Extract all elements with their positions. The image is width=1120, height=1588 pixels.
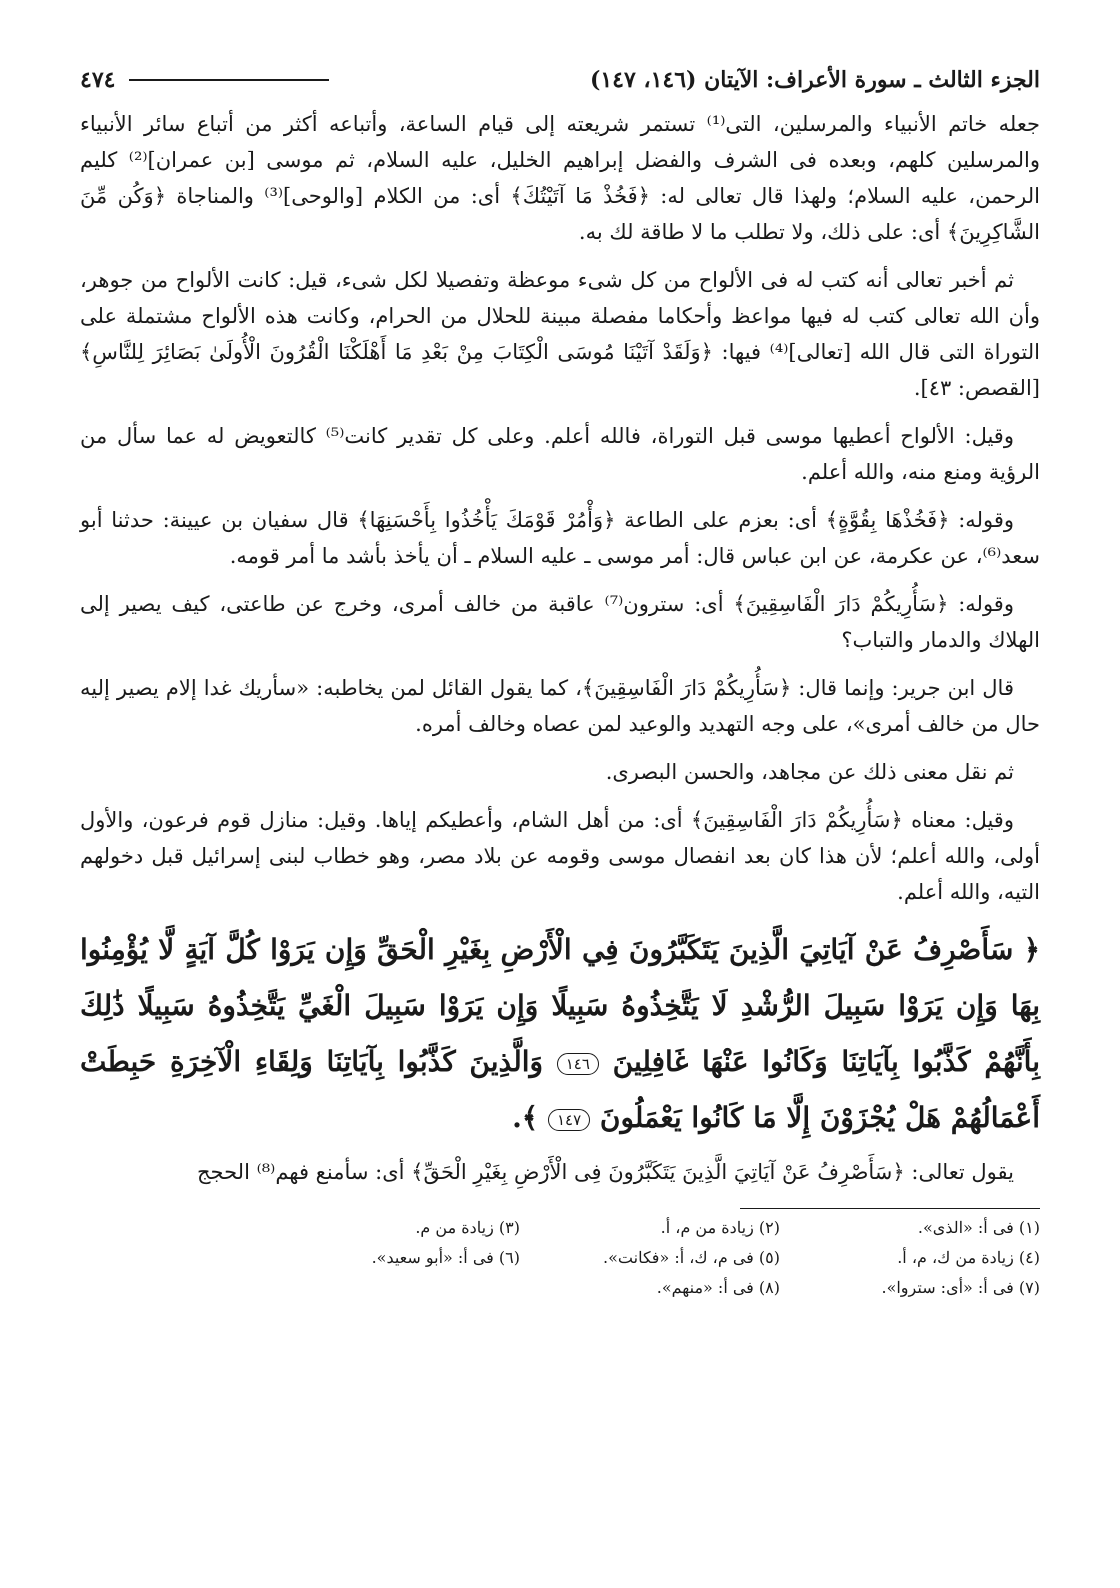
footnote: (٧) فى أ: «أى: ستروا». (881, 1278, 1040, 1297)
page-number: ٤٧٤ (80, 67, 116, 93)
footnote: (٨) فى أ: «منهم». (656, 1278, 780, 1297)
ayah-number-146: ١٤٦ (557, 1053, 599, 1075)
paragraph: جعله خاتم الأنبياء والمرسلين، التى⁽¹⁾ تستمر شريعته إلى قيام الساعة، وأتباعه أكثر من أتباع سائر الأنبياء والمرسلين كلهم، وبعده فى الشرف والفضل إبراهيم الخليل، عليه السلام، ثم موسى [بن عمران]⁽²⁾ كليم الرحمن، عليه السلام؛ ولهذا قال تعالى له: ﴿فَخُذْ مَا آتَيْتُكَ﴾ أى: من الكلام [والوحى]⁽³⁾ والمناجاة ﴿وَكُن مِّنَ الشَّاكِرِينَ﴾ أى: على ذلك، ولا تطلب ما لا طاقة لك به. (80, 112, 1041, 244)
footnote: (٣) زيادة من م. (415, 1218, 520, 1237)
body-text (80, 106, 1040, 1190)
verse-text-146: ﴿ سَأَصْرِفُ عَنْ آيَاتِيَ الَّذِينَ يَتَكَبَّرُونَ فِي الْأَرْضِ بِغَيْرِ الْحَقِّ وَإِن يَرَوْا كُلَّ آيَةٍ لَّا يُؤْمِنُوا بِهَا وَإِن يَرَوْا سَبِيلَ الرُّشْدِ لَا يَتَّخِذُوهُ سَبِيلًا وَإِن يَرَوْا سَبِيلَ الْغَيِّ يَتَّخِذُوهُ سَبِيلًا ذَٰلِكَ بِأَنَّهُمْ كَذَّبُوا بِآيَاتِنَا وَكَانُوا عَنْهَا غَافِلِينَ (80, 933, 1040, 1078)
paragraph: وقيل: معناه ﴿سَأُرِيكُمْ دَارَ الْفَاسِقِينَ﴾ أى: من أهل الشام، وأعطيكم إياها. وقيل: منازل قوم فرعون، والأول أولى، والله أعلم؛ لأن هذا كان بعد انفصال موسى وقومه عن بلاد مصر، وهو خطاب لبنى إسرائيل قبل دخولهم التيه، والله أعلم. (80, 808, 1040, 904)
page-number-group (80, 67, 329, 93)
footnote: (٥) فى م، ك، أ: «فكانت». (603, 1248, 780, 1267)
paragraph: وقوله: ﴿فَخُذْهَا بِقُوَّةٍ﴾ أى: بعزم على الطاعة ﴿وَأْمُرْ قَوْمَكَ يَأْخُذُوا بِأَحْسَنِهَا﴾ قال سفيان بن عيينة: حدثنا أبو سعد⁽⁶⁾، عن عكرمة، عن ابن عباس قال: أمر موسى ـ عليه السلام ـ أن يأخذ بأشد ما أمر قومه. (80, 508, 1040, 568)
verse-text-147: وَالَّذِينَ كَذَّبُوا بِآيَاتِنَا وَلِقَاءِ الْآخِرَةِ حَبِطَتْ أَعْمَالُهُمْ هَلْ يُجْزَوْنَ إِلَّا مَا كَانُوا يَعْمَلُونَ (80, 1045, 1040, 1134)
paragraph: ثم أخبر تعالى أنه كتب له فى الألواح من كل شىء موعظة وتفصيلا لكل شىء، قيل: كانت الألواح من جوهر، وأن الله تعالى كتب له فيها مواعظ وأحكاما مفصلة مبينة للحلال من الحرام، وكانت هذه الألواح مشتملة على التوراة التى قال الله [تعالى]⁽⁴⁾ فيها: ﴿وَلَقَدْ آتَيْنَا مُوسَى الْكِتَابَ مِنْ بَعْدِ مَا أَهْلَكْنَا الْقُرُونَ الْأُولَىٰ بَصَائِرَ لِلنَّاسِ﴾ [القصص: ٤٣]. (80, 268, 1040, 400)
quran-verse-block (80, 922, 1040, 1146)
ayah-number-147: ١٤٧ (548, 1109, 590, 1131)
page-title: الجزء الثالث ـ سورة الأعراف: الآيتان (١٤٦، ١٤٧) (589, 67, 1040, 93)
footnote: (٦) فى أ: «أبو سعيد». (371, 1248, 520, 1267)
running-head (80, 60, 1040, 100)
paragraph: وقوله: ﴿سَأُرِيكُمْ دَارَ الْفَاسِقِينَ﴾ أى: سترون⁽⁷⁾ عاقبة من خالف أمرى، وخرج عن طاعتى، كيف يصير إلى الهلاك والدمار والتباب؟ (80, 592, 1040, 652)
footnote: (١) فى أ: «الذى». (917, 1218, 1040, 1237)
paragraph: يقول تعالى: ﴿سَأَصْرِفُ عَنْ آيَاتِيَ الَّذِينَ يَتَكَبَّرُونَ فِى الْأَرْضِ بِغَيْرِ الْحَقِّ﴾ أى: سأمنع فهم⁽⁸⁾ الحجج (197, 1160, 1014, 1184)
verse-end: ﴾. (512, 1101, 539, 1134)
header-rule (129, 79, 329, 81)
paragraph: قال ابن جرير: وإنما قال: ﴿سَأُرِيكُمْ دَارَ الْفَاسِقِينَ﴾، كما يقول القائل لمن يخاطبه: «سأريك غدا إلام يصير إليه حال من خالف أمرى»، على وجه التهديد والوعيد لمن عصاه وخالف أمره. (80, 676, 1040, 736)
footnote-rule (740, 1208, 1040, 1209)
paragraph: ثم نقل معنى ذلك عن مجاهد، والحسن البصرى. (605, 760, 1014, 784)
footnote: (٢) زيادة من م، أ. (660, 1218, 780, 1237)
footnote: (٤) زيادة من ك، م، أ. (897, 1248, 1040, 1267)
footnotes (280, 1215, 1040, 1301)
paragraph: وقيل: الألواح أعطيها موسى قبل التوراة، فالله أعلم. وعلى كل تقدير كانت⁽⁵⁾ كالتعويض له عما سأل من الرؤية ومنع منه، والله أعلم. (80, 424, 1040, 484)
